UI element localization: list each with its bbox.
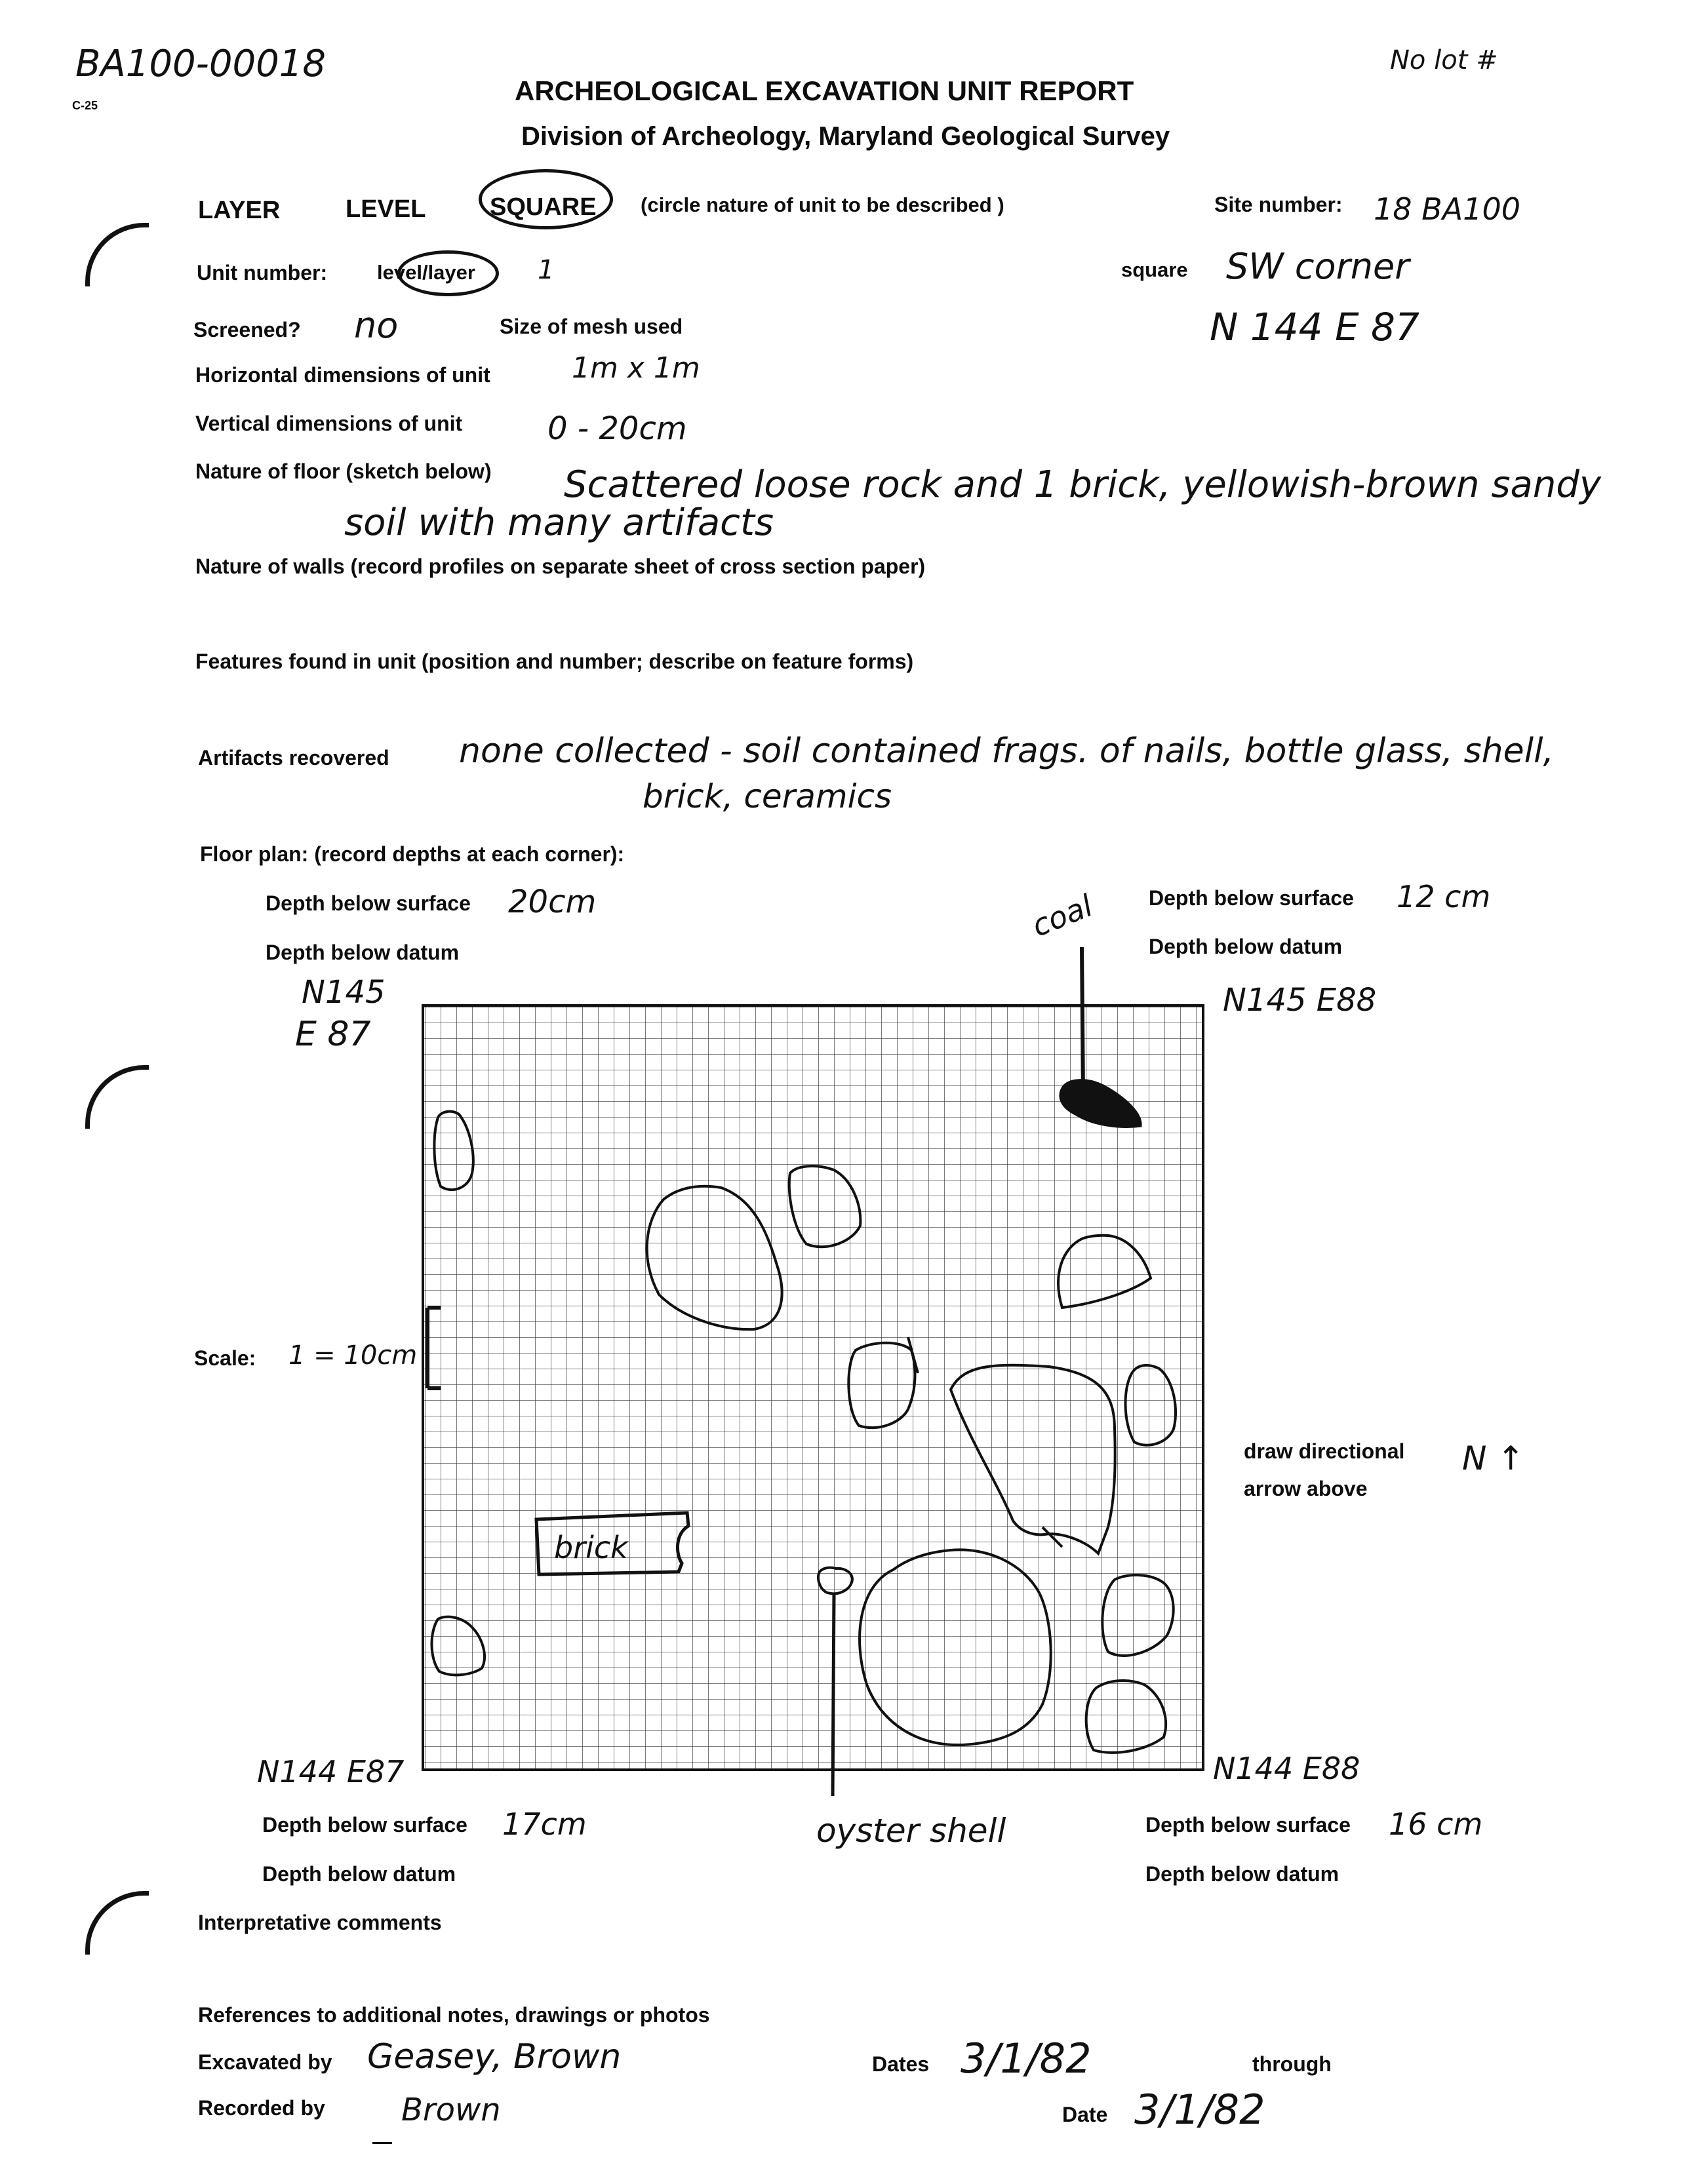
coal-label: coal [1027, 887, 1098, 944]
horizontal-dims-label: Horizontal dimensions of unit [195, 363, 490, 387]
screened-value: no [354, 305, 399, 346]
site-number-value: 18 BA100 [1374, 191, 1520, 227]
nw-depth-datum-label: Depth below datum [266, 941, 460, 964]
features-label: Features found in unit (position and number; describe on feature forms) [195, 650, 914, 673]
lot-note: No lot # [1390, 45, 1498, 75]
excavated-by-value: Geasey, Brown [367, 2037, 622, 2077]
references-label: References to additional notes, drawings or photos [198, 2003, 710, 2027]
floor-plan-label: Floor plan: (record depths at each corner): [200, 842, 625, 866]
se-corner-coord: N144 E88 [1213, 1751, 1360, 1786]
artifacts-label: Artifacts recovered [198, 746, 389, 770]
site-number-label: Site number: [1214, 193, 1343, 216]
oyster-shell-label: oyster shell [816, 1812, 1006, 1850]
oyster-pointer-line [833, 1593, 834, 1796]
dates-label: Dates [872, 2052, 930, 2076]
sw-depth-surface-label: Depth below surface [262, 1813, 467, 1837]
arrow-instruction-line2: arrow above [1244, 1477, 1368, 1500]
excavated-by-label: Excavated by [198, 2050, 332, 2074]
sw-depth-datum-label: Depth below datum [262, 1862, 456, 1886]
sw-corner-coord: N144 E87 [257, 1754, 405, 1789]
nw-depth-surface-label: Depth below surface [266, 891, 471, 915]
se-depth-surface-label: Depth below surface [1145, 1813, 1351, 1837]
square-coords: N 144 E 87 [1210, 305, 1419, 349]
through-label: through [1252, 2052, 1332, 2076]
mesh-label: Size of mesh used [500, 315, 683, 338]
artifacts-value-line2: brick, ceramics [643, 777, 892, 815]
interpretive-comments-label: Interpretative comments [198, 1911, 442, 1934]
unit-number-value: 1 [538, 255, 555, 285]
dates-value: 3/1/82 [961, 2035, 1092, 2082]
vertical-dims-value: 0 - 20cm [547, 410, 687, 447]
screened-label: Screened? [193, 318, 301, 341]
floor-nature-label: Nature of floor (sketch below) [195, 459, 492, 483]
walls-nature-label: Nature of walls (record profiles on separate sheet of cross section paper) [195, 555, 926, 578]
north-arrow: N ↑ [1462, 1439, 1525, 1477]
report-title: ARCHEOLOGICAL EXCAVATION UNIT REPORT [515, 75, 1134, 106]
date-label: Date [1062, 2103, 1108, 2126]
vertical-dims-label: Vertical dimensions of unit [195, 412, 463, 435]
nw-corner-coord-line2: E 87 [295, 1015, 371, 1054]
ne-depth-surface-label: Depth below surface [1149, 886, 1354, 910]
scale-value: 1 = 10cm [288, 1340, 418, 1371]
se-depth-datum-label: Depth below datum [1145, 1862, 1339, 1886]
scale-label: Scale: [194, 1346, 256, 1370]
form-code: C-25 [72, 99, 98, 112]
recorded-by-value: Brown [401, 2092, 501, 2128]
arrow-instruction-line1: draw directional [1244, 1439, 1405, 1463]
artifacts-value-line1: none collected - soil contained frags. of nails, bottle glass, shell, [459, 731, 1555, 771]
recorded-by-label: Recorded by [198, 2096, 325, 2120]
floor-nature-value-line1: Scattered loose rock and 1 brick, yellowish-brown sandy [564, 463, 1601, 506]
nw-corner-coord-line1: N145 [302, 974, 386, 1011]
unit-type-level: LEVEL [346, 195, 426, 223]
unit-type-square: SQUARE [490, 193, 597, 221]
unit-type-instruction: (circle nature of unit to be described ) [641, 193, 1004, 216]
signature-underline [372, 2142, 392, 2144]
catalog-id: BA100-00018 [75, 43, 326, 85]
brick-label: brick [554, 1530, 628, 1565]
square-value: SW corner [1226, 246, 1410, 287]
floor-nature-value-line2: soil with many artifacts [344, 501, 774, 544]
square-label: square [1121, 258, 1188, 281]
nw-depth-surface-value: 20cm [508, 884, 597, 920]
coal-pointer-line [1082, 947, 1083, 1095]
ne-depth-surface-value: 12 cm [1397, 879, 1491, 914]
horizontal-dims-value: 1m x 1m [572, 351, 700, 385]
ne-corner-coord: N145 E88 [1223, 982, 1377, 1019]
sw-depth-surface-value: 17cm [502, 1806, 587, 1842]
se-depth-surface-value: 16 cm [1389, 1806, 1483, 1842]
ne-depth-datum-label: Depth below datum [1149, 935, 1343, 958]
unit-number-label: Unit number: [197, 261, 328, 284]
unit-number-sub: level/layer [377, 261, 475, 284]
unit-type-layer: LAYER [198, 197, 281, 224]
date-value: 3/1/82 [1134, 2086, 1265, 2134]
report-subtitle: Division of Archeology, Maryland Geological Survey [521, 122, 1170, 151]
